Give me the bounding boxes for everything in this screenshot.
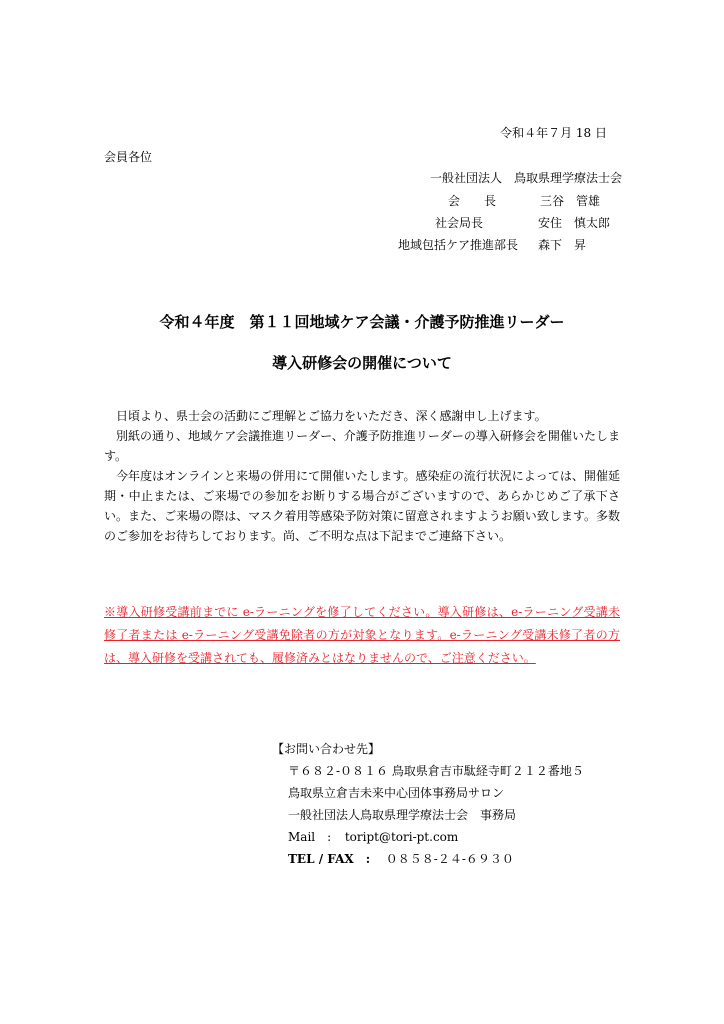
contact-postal-address: 〒６８２‐０８１６ 鳥取県倉吉市駄経寺町２１２番地５ <box>288 764 584 778</box>
contact-office: 一般社団法人鳥取県理学療法士会 事務局 <box>288 808 517 822</box>
mail-label: Mail : <box>288 830 332 844</box>
signatory-name: 安住 慎太郎 <box>538 216 611 230</box>
tel-number: ０８５８‐２４‐６９３０ <box>385 852 514 866</box>
contact-building: 鳥取県立倉吉未来中心団体事務局サロン <box>288 786 505 800</box>
addressee: 会員各位 <box>104 150 153 164</box>
document-title-line-2: 導入研修会の開催について <box>272 354 452 372</box>
body-paragraph: 日頃より、県士会の活動にご理解とご協力をいただき、深く感謝申し上げます。 <box>116 409 547 423</box>
document-title-line-1: 令和４年度 第１１回地域ケア会議・介護予防推進リーダー <box>159 313 565 331</box>
e-learning-notice: ※導入研修受講前までに e‐ラーニングを修了してください。導入研修は、e‐ラーニング受講未修了者または e‐ラーニング受講免除者の方が対象となります。e‐ラーニング受講未修了者の方は、導入研修を受講されても、履修済みとはなりませんので、ご注意ください。 <box>104 605 620 665</box>
body-text <box>104 406 620 546</box>
mail-address[interactable]: toript@tori-pt.com <box>344 830 459 844</box>
sender-organization: 一般社団法人 鳥取県理学療法士会 <box>429 171 622 185</box>
signatory-name: 三谷 管雄 <box>540 194 601 208</box>
contact-heading: 【お問い合わせ先】 <box>272 742 381 756</box>
tel-label: TEL / FAX : <box>288 852 371 866</box>
signatory-role: 会 長 <box>448 194 497 208</box>
contact-tel-row <box>272 848 584 870</box>
signatory-role: 地域包括ケア推進部長 <box>398 238 519 252</box>
body-paragraph: 別紙の通り、地域ケア会議推進リーダー、介護予防推進リーダーの導入研修会を開催いたします。 <box>104 429 620 463</box>
signatory-name: 森下 昇 <box>538 238 587 252</box>
document-date: 令和４年７月 18 日 <box>500 126 607 140</box>
contact-block <box>272 738 584 870</box>
contact-mail-row <box>272 826 584 848</box>
signatory-role: 社会局長 <box>435 216 484 230</box>
body-paragraph: 今年度はオンラインと来場の併用にて開催いたします。感染症の流行状況によっては、開催延期・中止または、ご来場での参加をお断りする場合がございますので、あらかじめご了承下さい。また、ご来場の際は、マスク着用等感染予防対策に留意されますようお願い致します。多数のご参加をお待ちしております。尚、ご不明な点は下記までご連絡下さい。 <box>104 469 620 543</box>
